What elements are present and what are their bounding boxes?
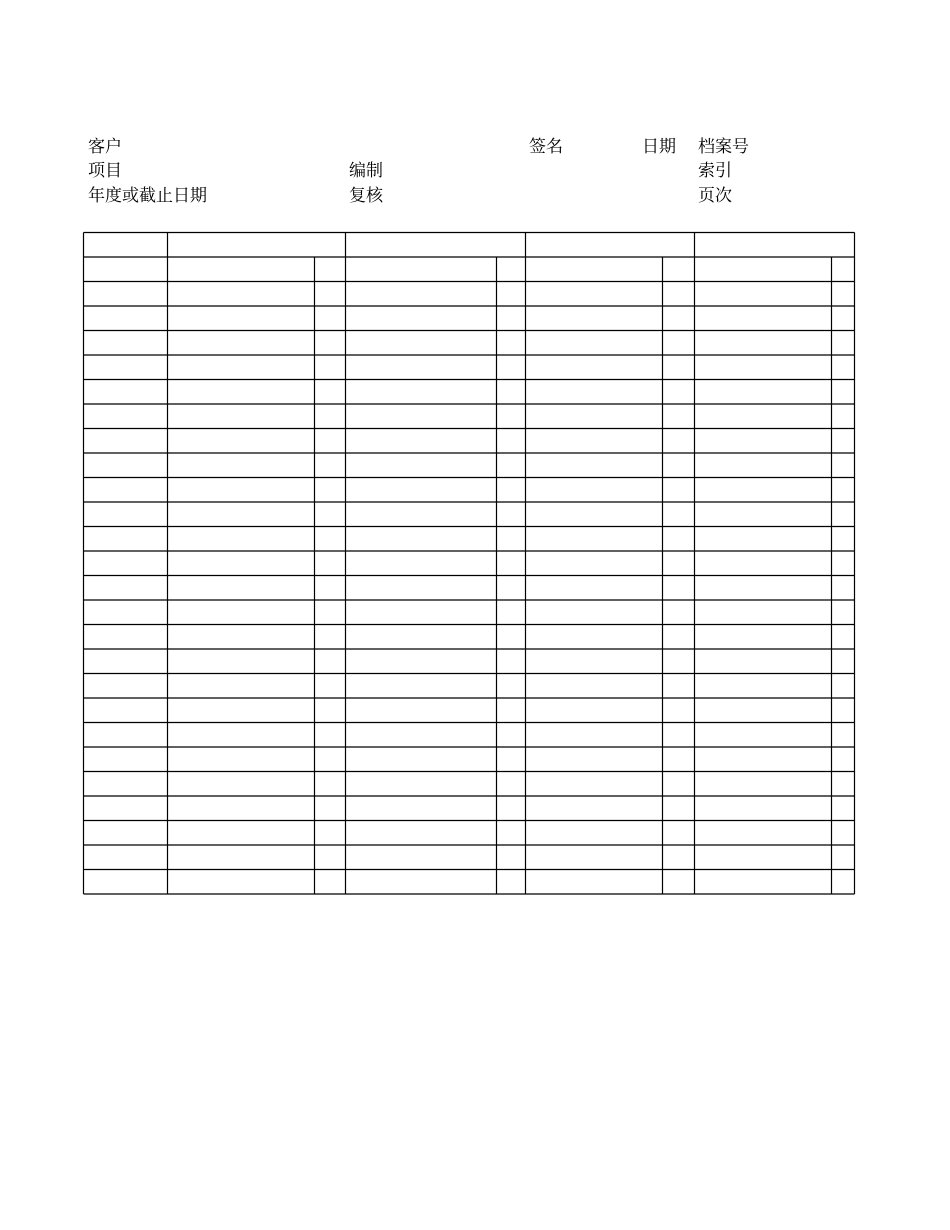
signature-label: 签名 [529, 137, 563, 157]
period-label: 年度或截止日期 [88, 186, 207, 206]
reviewed-by-label: 复核 [349, 186, 383, 206]
prepared-by-label: 编制 [349, 161, 383, 181]
project-label: 项目 [88, 161, 122, 181]
date-label: 日期 [642, 137, 676, 157]
index-label: 索引 [698, 161, 732, 181]
page-number-label: 页次 [698, 186, 732, 206]
file-number-label: 档案号 [698, 137, 749, 157]
client-label: 客户 [88, 137, 122, 157]
